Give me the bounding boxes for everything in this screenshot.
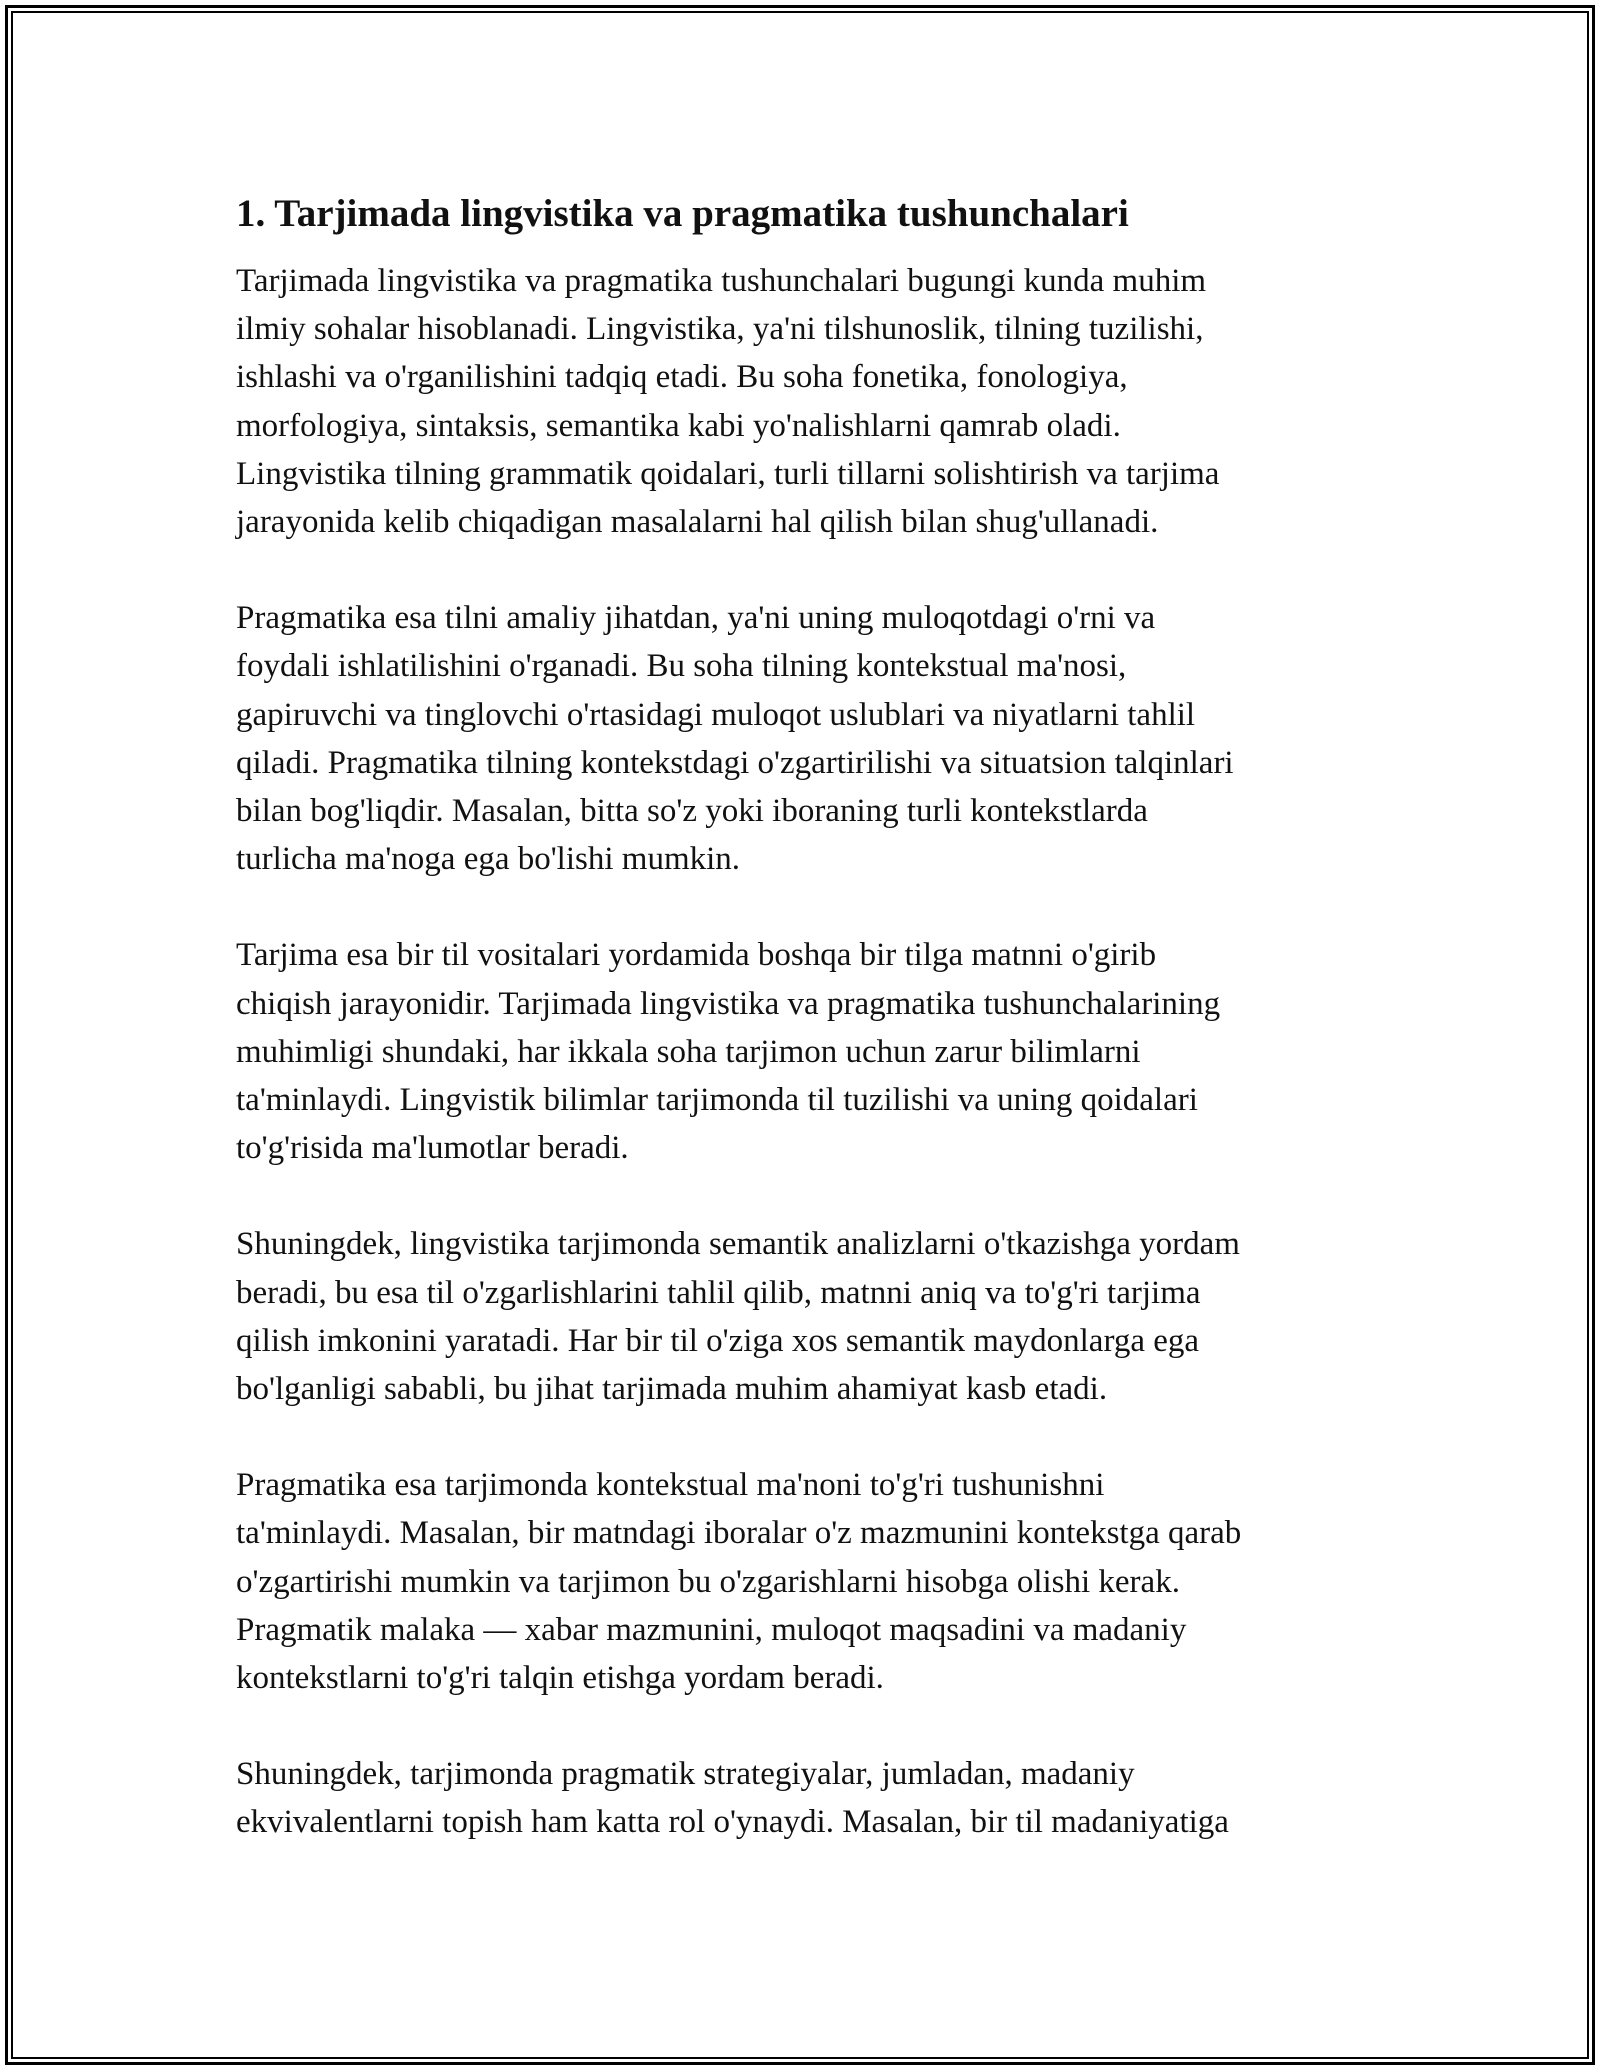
text-line: morfologiya, sintaksis, semantika kabi yo'nalishlarni qamrab oladi. — [236, 407, 1121, 444]
text-line: ilmiy sohalar hisoblanadi. Lingvistika, ya'ni tilshunoslik, tilning tuzilishi, — [236, 311, 1204, 348]
text-line: muhimligi shundaki, har ikkala soha tarjimon uchun zarur bilimlarni — [236, 1033, 1141, 1070]
text-line: bo'lganligi sababli, bu jihat tarjimada muhim ahamiyat kasb etadi. — [236, 1371, 1108, 1408]
text-line: chiqish jarayonidir. Tarjimada lingvistika va pragmatika tushunchalarining — [236, 985, 1221, 1022]
paragraph-3 — [236, 931, 1376, 1172]
paragraph-1 — [236, 257, 1376, 546]
paragraph-5 — [236, 1461, 1376, 1702]
text-line: o'zgartirishi mumkin va tarjimon bu o'zgarishlarni hisobga olishi kerak. — [236, 1563, 1180, 1600]
text-line: gapiruvchi va tinglovchi o'rtasidagi muloqot uslublari va niyatlarni tahlil — [236, 696, 1196, 733]
text-line: turlicha ma'noga ega bo'lishi mumkin. — [236, 841, 741, 878]
text-line: ta'minlaydi. Lingvistik bilimlar tarjimonda til tuzilishi va uning qoidalari — [236, 1082, 1198, 1119]
paragraph-2 — [236, 594, 1376, 883]
paragraph-6 — [236, 1750, 1376, 1846]
text-line: to'g'risida ma'lumotlar beradi. — [236, 1130, 629, 1167]
text-line: Tarjimada lingvistika va pragmatika tushunchalari bugungi kunda muhim — [236, 263, 1207, 299]
text-line: kontekstlarni to'g'ri talqin etishga yordam beradi. — [236, 1660, 884, 1697]
text-line: qiladi. Pragmatika tilning kontekstdagi o'zgartirilishi va situatsion talqinlari — [236, 744, 1234, 781]
text-line: qilish imkonini yaratadi. Har bir til o'ziga xos semantik maydonlarga ega — [236, 1322, 1200, 1359]
text-line: ekvivalentlarni topish ham katta rol o'ynaydi. Masalan, bir til madaniyatiga — [236, 1804, 1229, 1841]
text-line: foydali ishlatilishini o'rganadi. Bu soha tilning kontekstual ma'nosi, — [236, 648, 1127, 685]
text-line: Pragmatika esa tilni amaliy jihatdan, ya'ni uning muloqotdagi o'rni va — [236, 600, 1156, 637]
text-line: ta'minlaydi. Masalan, bir matndagi iboralar o'z mazmunini kontekstga qarab — [236, 1515, 1242, 1552]
text-line: ishlashi va o'rganilishini tadqiq etadi. Bu soha fonetika, fonologiya, — [236, 359, 1128, 396]
section-heading: 1. Tarjimada lingvistika va pragmatika tushunchalari — [236, 192, 1129, 235]
text-line: Shuningdek, tarjimonda pragmatik strategiyalar, jumladan, madaniy — [236, 1756, 1135, 1793]
document-page — [236, 188, 1376, 1895]
text-line: Tarjima esa bir til vositalari yordamida boshqa bir tilga matnni o'girib — [236, 937, 1157, 974]
text-line: Pragmatik malaka — xabar mazmunini, muloqot maqsadini va madaniy — [236, 1611, 1187, 1648]
text-line: Lingvistika tilning grammatik qoidalari, turli tillarni solishtirish va tarjima — [236, 455, 1220, 492]
text-line: beradi, bu esa til o'zgarlishlarini tahlil qilib, matnni aniq va to'g'ri tarjima — [236, 1274, 1201, 1311]
text-line: Shuningdek, lingvistika tarjimonda semantik analizlarni o'tkazishga yordam — [236, 1226, 1240, 1263]
text-line: bilan bog'liqdir. Masalan, bitta so'z yoki iboraning turli kontekstlarda — [236, 793, 1148, 830]
paragraph-4 — [236, 1220, 1376, 1413]
text-line: jarayonida kelib chiqadigan masalalarni hal qilish bilan shug'ullanadi. — [236, 504, 1159, 541]
text-line: Pragmatika esa tarjimonda kontekstual ma'noni to'g'ri tushunishni — [236, 1467, 1105, 1504]
